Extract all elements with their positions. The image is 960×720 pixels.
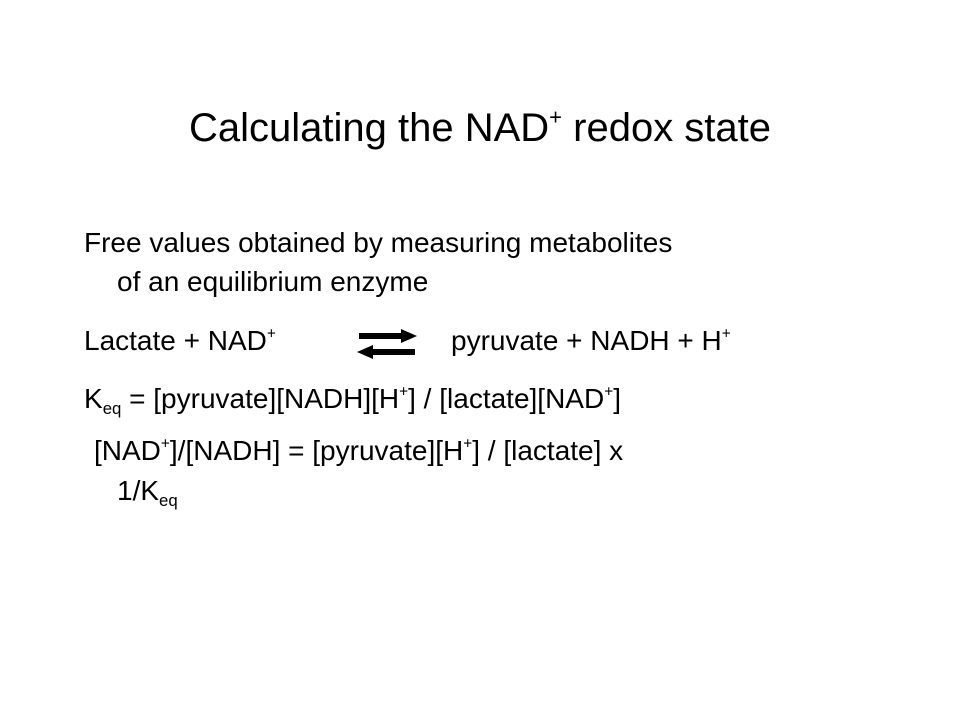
title-text: Calculating the NAD bbox=[188, 106, 550, 150]
bullet-line-1-continued: of an equilibrium enzyme bbox=[117, 266, 429, 297]
ratio-text-1: [NAD bbox=[94, 435, 161, 466]
reaction-left-side bbox=[84, 322, 276, 360]
keq-equation bbox=[84, 380, 621, 418]
keq-symbol: K bbox=[84, 383, 103, 414]
reaction-left-superscript: + bbox=[266, 325, 276, 343]
ratio-superscript-2: + bbox=[463, 435, 473, 453]
ratio-cont-subscript: eq bbox=[159, 490, 178, 510]
reaction-right-side bbox=[451, 322, 731, 360]
keq-subscript: eq bbox=[102, 398, 122, 418]
ratio-text-3: ] / [lactate] x bbox=[472, 435, 624, 466]
keq-text-1: = [pyruvate][NADH][H bbox=[121, 383, 400, 414]
ratio-equation bbox=[94, 432, 623, 470]
reaction-left-text: Lactate + NAD bbox=[84, 325, 267, 356]
ratio-superscript-1: + bbox=[160, 435, 170, 453]
keq-text-2: ] / [lactate][NAD bbox=[408, 383, 605, 414]
title-text-end: redox state bbox=[562, 106, 772, 150]
reaction-right-superscript: + bbox=[721, 325, 731, 343]
ratio-equation-continued bbox=[117, 472, 178, 510]
reaction-right-text: pyruvate + NADH + H bbox=[451, 325, 722, 356]
keq-superscript-2: + bbox=[604, 383, 614, 401]
keq-text-3: ] bbox=[613, 383, 621, 414]
title-superscript: + bbox=[549, 104, 563, 130]
keq-superscript-1: + bbox=[399, 383, 409, 401]
slide-title bbox=[0, 102, 960, 154]
bullet-line-1: Free values obtained by measuring metabolites bbox=[84, 227, 673, 258]
equilibrium-arrows-icon bbox=[355, 326, 419, 362]
ratio-text-2: ]/[NADH] = [pyruvate][H bbox=[169, 435, 464, 466]
ratio-cont-text: 1/K bbox=[117, 475, 160, 506]
